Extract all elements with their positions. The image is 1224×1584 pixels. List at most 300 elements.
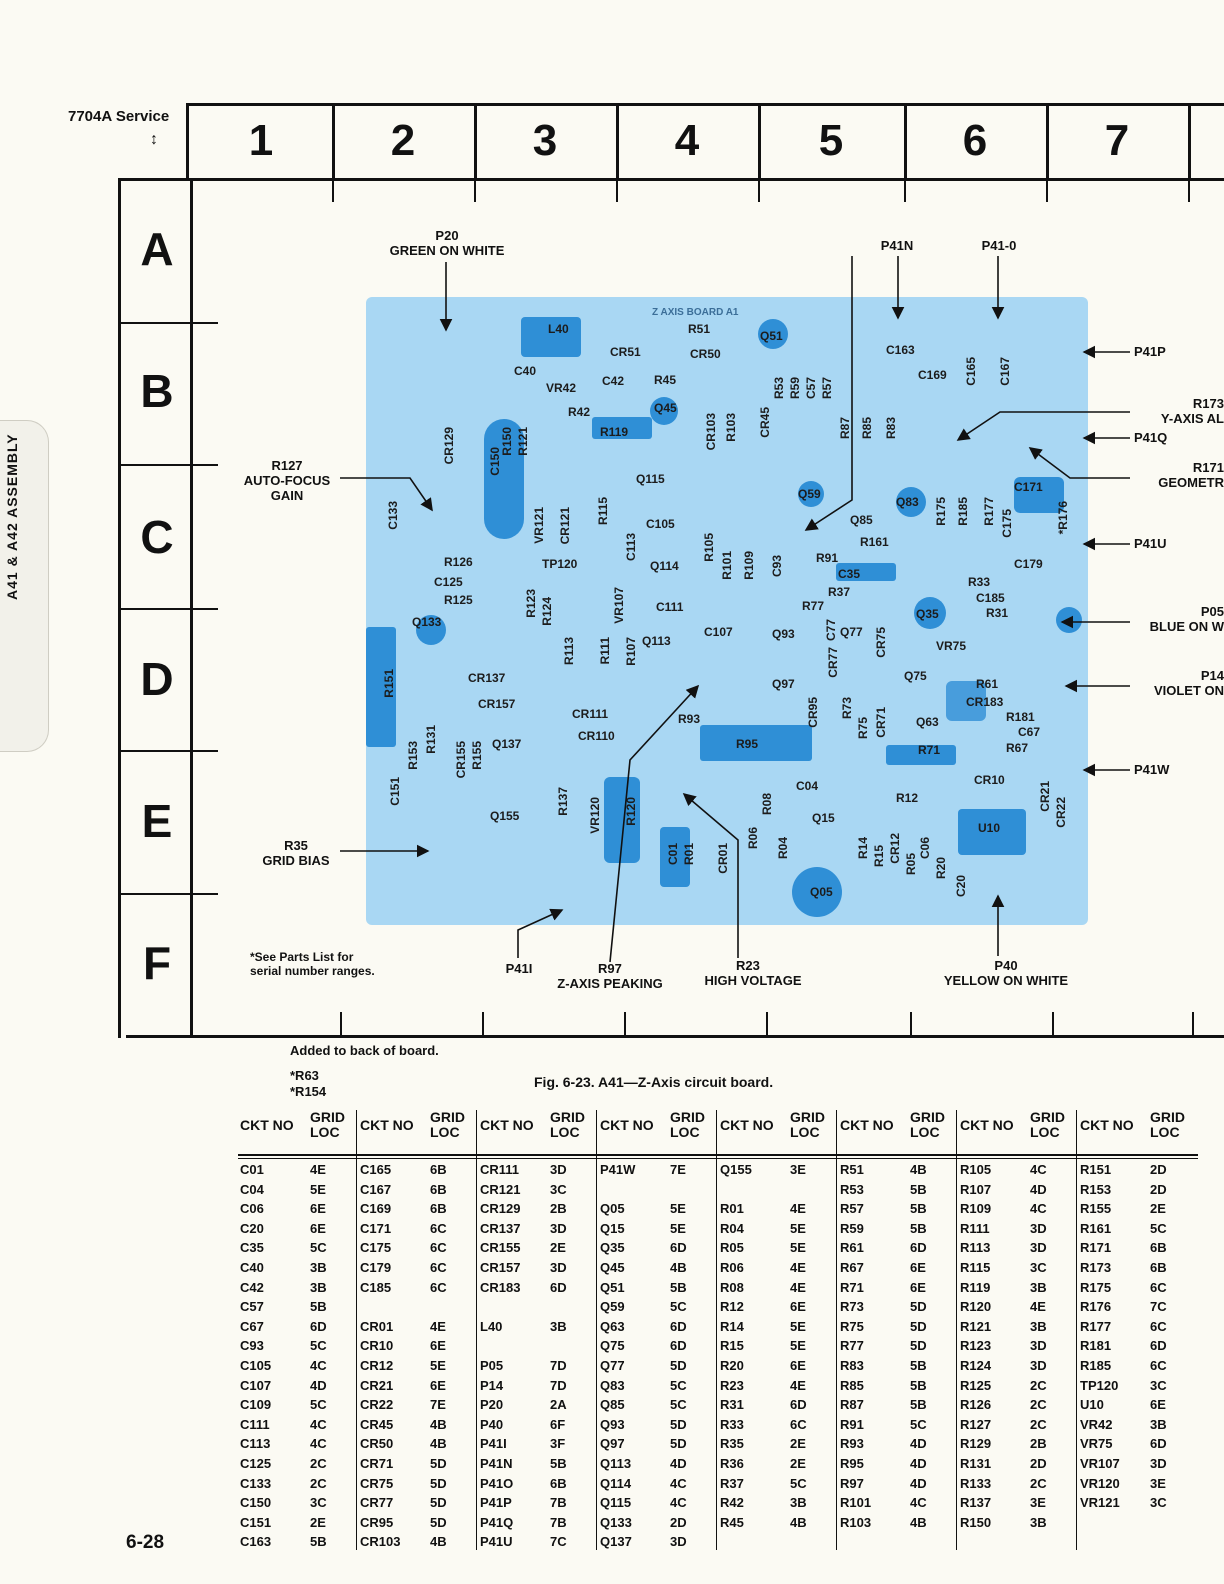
grid-loc: 7C [550, 1534, 567, 1550]
board-label-c150: C150 [488, 447, 502, 476]
table-row [358, 1201, 476, 1219]
board-label-cr50: CR50 [690, 347, 721, 361]
board-label-r67: R67 [1006, 741, 1029, 755]
table-header-3 [478, 1110, 596, 1152]
grid-loc: 3D [670, 1534, 687, 1550]
grid-row-f: F [142, 937, 172, 989]
grid-loc: 6D [1150, 1436, 1167, 1452]
grid-loc: 4C [670, 1495, 687, 1511]
header-grid-loc: GRID LOC [670, 1109, 705, 1140]
board-label-q59: Q59 [798, 487, 821, 501]
grid-loc: 4E [310, 1162, 326, 1177]
ckt-no: R67 [840, 1260, 864, 1275]
grid-loc: 5D [430, 1495, 447, 1511]
ckt-no: C67 [240, 1318, 264, 1334]
table-row [238, 1260, 356, 1278]
board-label-q114: Q114 [650, 559, 679, 573]
ckt-no: P14 [480, 1377, 504, 1393]
grid-loc: 7D [550, 1358, 567, 1373]
board-label-q85: Q85 [850, 513, 873, 527]
grid-loc: 6B [430, 1162, 447, 1177]
table-row [958, 1436, 1076, 1454]
grid-loc: 4C [310, 1416, 327, 1432]
table-row [838, 1162, 956, 1180]
board-label-c125: C125 [434, 575, 463, 589]
table-row [958, 1495, 1076, 1513]
board-label-vr107: VR107 [612, 587, 626, 624]
grid-column-4: 4 [674, 116, 700, 165]
grid-loc: 2E [790, 1436, 806, 1452]
table-row [718, 1378, 836, 1396]
ckt-no: Q133 [600, 1514, 632, 1530]
grid-loc: 3E [790, 1162, 806, 1177]
table-row [598, 1358, 716, 1376]
grid-row-a: A [140, 223, 174, 275]
board-label-c165: C165 [964, 357, 978, 386]
ckt-no: R173 [1080, 1260, 1112, 1275]
ckt-no: R12 [720, 1299, 744, 1315]
table-row [838, 1260, 956, 1278]
table-row [358, 1456, 476, 1474]
grid-loc: 5B [310, 1534, 327, 1550]
board-label-q137: Q137 [492, 737, 522, 751]
p14-desc: VIOLET ON [1153, 683, 1224, 698]
grid-row-b: B [140, 365, 174, 417]
table-row [478, 1495, 596, 1513]
p41w-label: P41W [1134, 762, 1170, 777]
table-row [478, 1476, 596, 1494]
board-label-q35: Q35 [916, 607, 939, 621]
board-label-c107: C107 [704, 625, 733, 639]
grid-loc: 3E [1030, 1495, 1046, 1511]
ckt-no: Q137 [600, 1534, 632, 1550]
grid-loc: 3B [790, 1495, 807, 1511]
grid-loc: 2C [310, 1456, 327, 1471]
board-label-r111: R111 [598, 637, 612, 665]
table-row [1078, 1378, 1196, 1396]
ckt-no: R101 [840, 1495, 872, 1511]
board-label-r31: R31 [986, 606, 1009, 620]
header-grid-loc: GRID LOC [550, 1109, 585, 1140]
grid-column-3: 3 [532, 116, 558, 165]
grid-loc: 6D [550, 1279, 567, 1295]
table-row [598, 1299, 716, 1317]
grid-loc: 3B [550, 1318, 567, 1334]
board-label-r14: R14 [856, 837, 870, 860]
grid-loc: 6C [790, 1416, 807, 1432]
ckt-no: R107 [960, 1181, 992, 1197]
table-row [838, 1221, 956, 1239]
grid-loc: 5D [430, 1456, 447, 1471]
board-label-c111: C111 [656, 600, 684, 614]
ckt-no: R109 [960, 1201, 992, 1217]
p40-name: P40 [994, 958, 1018, 973]
board-label-r125: R125 [444, 593, 473, 607]
grid-loc: 3D [1030, 1358, 1047, 1373]
ckt-no: CR12 [360, 1358, 394, 1373]
grid-loc: 5D [910, 1338, 927, 1354]
table-row [238, 1338, 356, 1356]
grid-loc: 3D [550, 1220, 567, 1236]
board-label-q97: Q97 [772, 677, 795, 691]
board-label-q51: Q51 [760, 329, 783, 343]
table-row [238, 1201, 356, 1219]
table-row [238, 1515, 356, 1533]
board-label-vr121: VR121 [532, 507, 546, 544]
table-header-1 [238, 1110, 356, 1152]
r97-name: R97 [598, 961, 622, 976]
ckt-no: R04 [720, 1220, 744, 1236]
board-label-c133: C133 [386, 501, 400, 530]
ckt-no: R20 [720, 1358, 744, 1373]
table-row [358, 1436, 476, 1454]
ckt-no: R121 [960, 1318, 992, 1334]
ckt-no: CR01 [360, 1318, 394, 1334]
table-row [478, 1182, 596, 1200]
board-label-cr137: CR137 [468, 671, 506, 685]
board-label-r61: R61 [976, 677, 999, 691]
grid-loc: 2E [550, 1240, 566, 1256]
ckt-no: R06 [720, 1260, 744, 1275]
table-row [958, 1260, 1076, 1278]
ckt-no: R185 [1080, 1358, 1112, 1373]
grid-loc: 6E [910, 1260, 926, 1275]
grid-loc: 6B [1150, 1240, 1167, 1256]
table-row [718, 1338, 836, 1356]
grid-loc: 5E [790, 1318, 806, 1334]
table-row [958, 1515, 1076, 1533]
board-label-q133: Q133 [412, 615, 442, 629]
p14-name: P14 [1200, 668, 1224, 683]
ckt-no: P41U [480, 1534, 513, 1550]
table-row [358, 1240, 476, 1258]
table-row [1078, 1319, 1196, 1337]
table-row [1078, 1240, 1196, 1258]
header-ckt-no: CKT NO [480, 1117, 534, 1133]
r127-arrow [340, 478, 432, 510]
grid-loc: 6B [430, 1201, 447, 1217]
grid-loc: 4B [670, 1260, 687, 1275]
ckt-no: CR137 [480, 1220, 521, 1236]
board-label-vr75: VR75 [936, 639, 967, 653]
table-row [838, 1456, 956, 1474]
ckt-no: C179 [360, 1260, 392, 1275]
table-row [598, 1260, 716, 1278]
table-row [478, 1515, 596, 1533]
ckt-no: Q59 [600, 1299, 625, 1315]
grid-loc: 3C [1150, 1495, 1167, 1511]
ckt-no: R14 [720, 1318, 744, 1334]
p05-name: P05 [1200, 604, 1224, 619]
table-row [358, 1299, 476, 1317]
ckt-no: R115 [960, 1260, 991, 1275]
ckt-no: R111 [960, 1220, 990, 1236]
ckt-no: C125 [240, 1456, 272, 1471]
table-row [958, 1221, 1076, 1239]
ckt-no: C109 [240, 1397, 272, 1413]
grid-loc: 7B [550, 1495, 567, 1511]
ckt-no: CR75 [360, 1475, 394, 1491]
board-label-r77: R77 [802, 599, 825, 613]
ckt-no: CR50 [360, 1436, 394, 1452]
table-row [598, 1201, 716, 1219]
table-row [478, 1162, 596, 1180]
r171-arrow [1030, 448, 1130, 478]
table-header-8 [1078, 1110, 1196, 1152]
table-row [958, 1476, 1076, 1494]
r97-arrow [610, 686, 701, 962]
table-row [598, 1534, 716, 1552]
board-label-cr21: CR21 [1038, 781, 1052, 812]
board-label-q05: Q05 [810, 885, 833, 899]
ckt-no: C111 [240, 1416, 270, 1432]
table-row [838, 1378, 956, 1396]
board-label-cr01: CR01 [716, 843, 730, 874]
table-row [1078, 1397, 1196, 1415]
header-grid-loc: GRID LOC [1150, 1109, 1185, 1140]
grid-loc: 2A [550, 1397, 567, 1413]
p20-name: P20 [435, 228, 459, 243]
header-ckt-no: CKT NO [600, 1117, 654, 1133]
ckt-no: R171 [1080, 1240, 1112, 1256]
board-label-c185: C185 [976, 591, 1005, 605]
table-row [718, 1221, 836, 1239]
table-row [598, 1240, 716, 1258]
grid-loc: 4D [910, 1436, 927, 1452]
table-row [238, 1436, 356, 1454]
board-label-c179: C179 [1014, 557, 1043, 571]
page-number: 6-28 [126, 1532, 165, 1553]
table-row [958, 1417, 1076, 1435]
p41q-label: P41Q [1134, 430, 1168, 445]
table-row [1078, 1221, 1196, 1239]
board-label-r73: R73 [840, 697, 854, 720]
table-row [958, 1456, 1076, 1474]
board-label-cr22: CR22 [1054, 797, 1068, 828]
table-header-5 [718, 1110, 836, 1152]
ckt-no: R59 [840, 1220, 864, 1236]
grid-loc: 6B [550, 1475, 567, 1491]
board-label-r37: R37 [828, 585, 851, 599]
grid-loc: 2B [550, 1201, 567, 1217]
grid-loc: 6C [1150, 1318, 1167, 1334]
table-header-6 [838, 1110, 956, 1152]
ckt-no: R175 [1080, 1279, 1112, 1295]
board-label-cr129: CR129 [442, 427, 456, 465]
ckt-no: C169 [360, 1201, 392, 1217]
ckt-no: R53 [840, 1181, 864, 1197]
board-label-cr75: CR75 [874, 627, 888, 658]
grid-loc: 5C [790, 1475, 807, 1491]
grid-loc: 5C [670, 1397, 687, 1413]
ckt-no: CR103 [360, 1534, 401, 1550]
table-row [838, 1319, 956, 1337]
table-column-rule-5 [836, 1110, 837, 1550]
r127-name: R127 [271, 458, 303, 473]
ckt-no: C105 [240, 1358, 272, 1373]
ckt-no: Q63 [600, 1318, 625, 1334]
table-row [238, 1495, 356, 1513]
board-label-c163: C163 [886, 343, 915, 357]
table-row [838, 1280, 956, 1298]
table-row [358, 1417, 476, 1435]
r35-desc: GRID BIAS [262, 853, 330, 868]
ckt-no: P41O [480, 1475, 514, 1491]
ckt-no: C165 [360, 1162, 392, 1177]
table-row [598, 1397, 716, 1415]
table-row [958, 1280, 1076, 1298]
ckt-no: C185 [360, 1279, 392, 1295]
grid-row-c: C [140, 511, 174, 563]
table-row [238, 1417, 356, 1435]
see-parts-line-1: *See Parts List for [250, 950, 354, 964]
header-grid-loc: GRID LOC [430, 1109, 465, 1140]
ckt-no: C163 [240, 1534, 272, 1550]
ckt-no: CR111 [480, 1162, 520, 1177]
board-label-r109: R109 [742, 551, 756, 580]
header-ckt-no: CKT NO [360, 1117, 414, 1133]
grid-loc: 4B [910, 1162, 927, 1177]
ckt-no: R131 [960, 1456, 992, 1471]
ckt-no: R105 [960, 1162, 992, 1177]
grid-loc: 5D [670, 1416, 687, 1432]
table-row [238, 1280, 356, 1298]
table-row [958, 1240, 1076, 1258]
ckt-no: P41Q [480, 1514, 514, 1530]
ckt-no: R91 [840, 1416, 864, 1432]
board-label-r51: R51 [688, 322, 711, 336]
board-label-tp120: TP120 [542, 557, 578, 571]
ckt-no: R08 [720, 1279, 744, 1295]
grid-loc: 5D [910, 1299, 927, 1315]
grid-loc: 5E [790, 1220, 806, 1236]
ckt-no: Q45 [600, 1260, 625, 1275]
grid-loc: 5D [430, 1514, 447, 1530]
board-label-r120: R120 [624, 797, 638, 826]
grid-loc: 4E [790, 1279, 806, 1295]
table-header-2 [358, 1110, 476, 1152]
board-label-c01: C01 [666, 843, 680, 866]
header-grid-loc: GRID LOC [1030, 1109, 1065, 1140]
table-row [1078, 1260, 1196, 1278]
ckt-no: C04 [240, 1181, 264, 1197]
grid-loc: 2C [1030, 1416, 1047, 1432]
board-label-q115: Q115 [636, 472, 665, 486]
grid-loc: 3E [1150, 1475, 1166, 1491]
ckt-no: R87 [840, 1397, 864, 1413]
board-label-c167: C167 [998, 357, 1012, 386]
ckt-no: CR21 [360, 1377, 394, 1393]
board-label-cr12: CR12 [888, 833, 902, 864]
table-row [838, 1436, 956, 1454]
grid-loc: 5B [910, 1358, 927, 1373]
board-label-r150: R150 [500, 427, 514, 456]
grid-loc: 3B [1030, 1514, 1047, 1530]
ckt-no: Q51 [600, 1279, 625, 1295]
header-ckt-no: CKT NO [720, 1117, 774, 1133]
ckt-no: R45 [720, 1514, 744, 1530]
board-label-r153: R153 [406, 741, 420, 770]
grid-loc: 4B [790, 1514, 807, 1530]
table-row [478, 1397, 596, 1415]
board-label-r42: R42 [568, 405, 591, 419]
table-row [238, 1319, 356, 1337]
board-label-cr157: CR157 [478, 697, 516, 711]
ckt-no: Q93 [600, 1416, 625, 1432]
board-label-r93: R93 [678, 712, 701, 726]
table-row [958, 1358, 1076, 1376]
ckt-no: R120 [960, 1299, 992, 1315]
board-label-r87: R87 [838, 417, 852, 440]
r173-desc: Y-AXIS AL [1160, 411, 1224, 426]
board-label-vr42: VR42 [546, 381, 577, 395]
ckt-no: R83 [840, 1358, 864, 1373]
board-label-c42: C42 [602, 374, 625, 388]
ckt-no: R125 [960, 1377, 992, 1393]
grid-loc: 2C [1030, 1377, 1047, 1393]
board-label-l40: L40 [548, 322, 569, 336]
table-row [598, 1417, 716, 1435]
table-row [358, 1534, 476, 1552]
table-row [358, 1515, 476, 1533]
header-ckt-no: CKT NO [840, 1117, 894, 1133]
ckt-no: C20 [240, 1220, 264, 1236]
board-label-r181: R181 [1006, 710, 1035, 724]
board-label-r12: R12 [896, 791, 919, 805]
r127-desc-2: GAIN [270, 488, 304, 503]
grid-loc: 6D [670, 1318, 687, 1334]
table-row [358, 1319, 476, 1337]
table-row [958, 1319, 1076, 1337]
ckt-no: Q15 [600, 1220, 625, 1236]
board-label-cr103: CR103 [704, 413, 718, 451]
ckt-no: R35 [720, 1436, 744, 1452]
header-grid-loc: GRID LOC [310, 1109, 345, 1140]
board-label-r119: R119 [600, 425, 629, 439]
grid-loc: 4B [430, 1436, 447, 1452]
table-row [838, 1299, 956, 1317]
board-label-r121: R121 [516, 427, 530, 456]
grid-loc: 6E [310, 1201, 326, 1217]
ckt-no: R77 [840, 1338, 864, 1354]
board-label-c169: C169 [918, 368, 947, 382]
grid-loc: 6E [1150, 1397, 1166, 1413]
board-label-r04: R04 [776, 837, 790, 860]
table-row [1078, 1476, 1196, 1494]
grid-loc: 5E [310, 1181, 326, 1197]
board-label-r75: R75 [856, 717, 870, 740]
table-row [598, 1378, 716, 1396]
table-row [958, 1397, 1076, 1415]
ckt-no: C171 [360, 1220, 392, 1236]
board-label-u10: U10 [978, 821, 1001, 835]
board-label-cr71: CR71 [874, 707, 888, 738]
ckt-no: Q75 [600, 1338, 625, 1354]
ckt-no: VR42 [1080, 1416, 1113, 1432]
ckt-no: R176 [1080, 1299, 1112, 1315]
board-label-c67: C67 [1018, 725, 1041, 739]
grid-loc: 5E [790, 1240, 806, 1256]
see-parts-note [250, 950, 375, 978]
table-row [238, 1162, 356, 1180]
ckt-no: R153 [1080, 1181, 1112, 1197]
grid-column-5: 5 [818, 116, 844, 165]
grid-loc: 7D [550, 1377, 567, 1393]
grid-loc: 5B [910, 1377, 927, 1393]
ckt-no: R73 [840, 1299, 864, 1315]
table-row [1078, 1358, 1196, 1376]
table-row [358, 1221, 476, 1239]
